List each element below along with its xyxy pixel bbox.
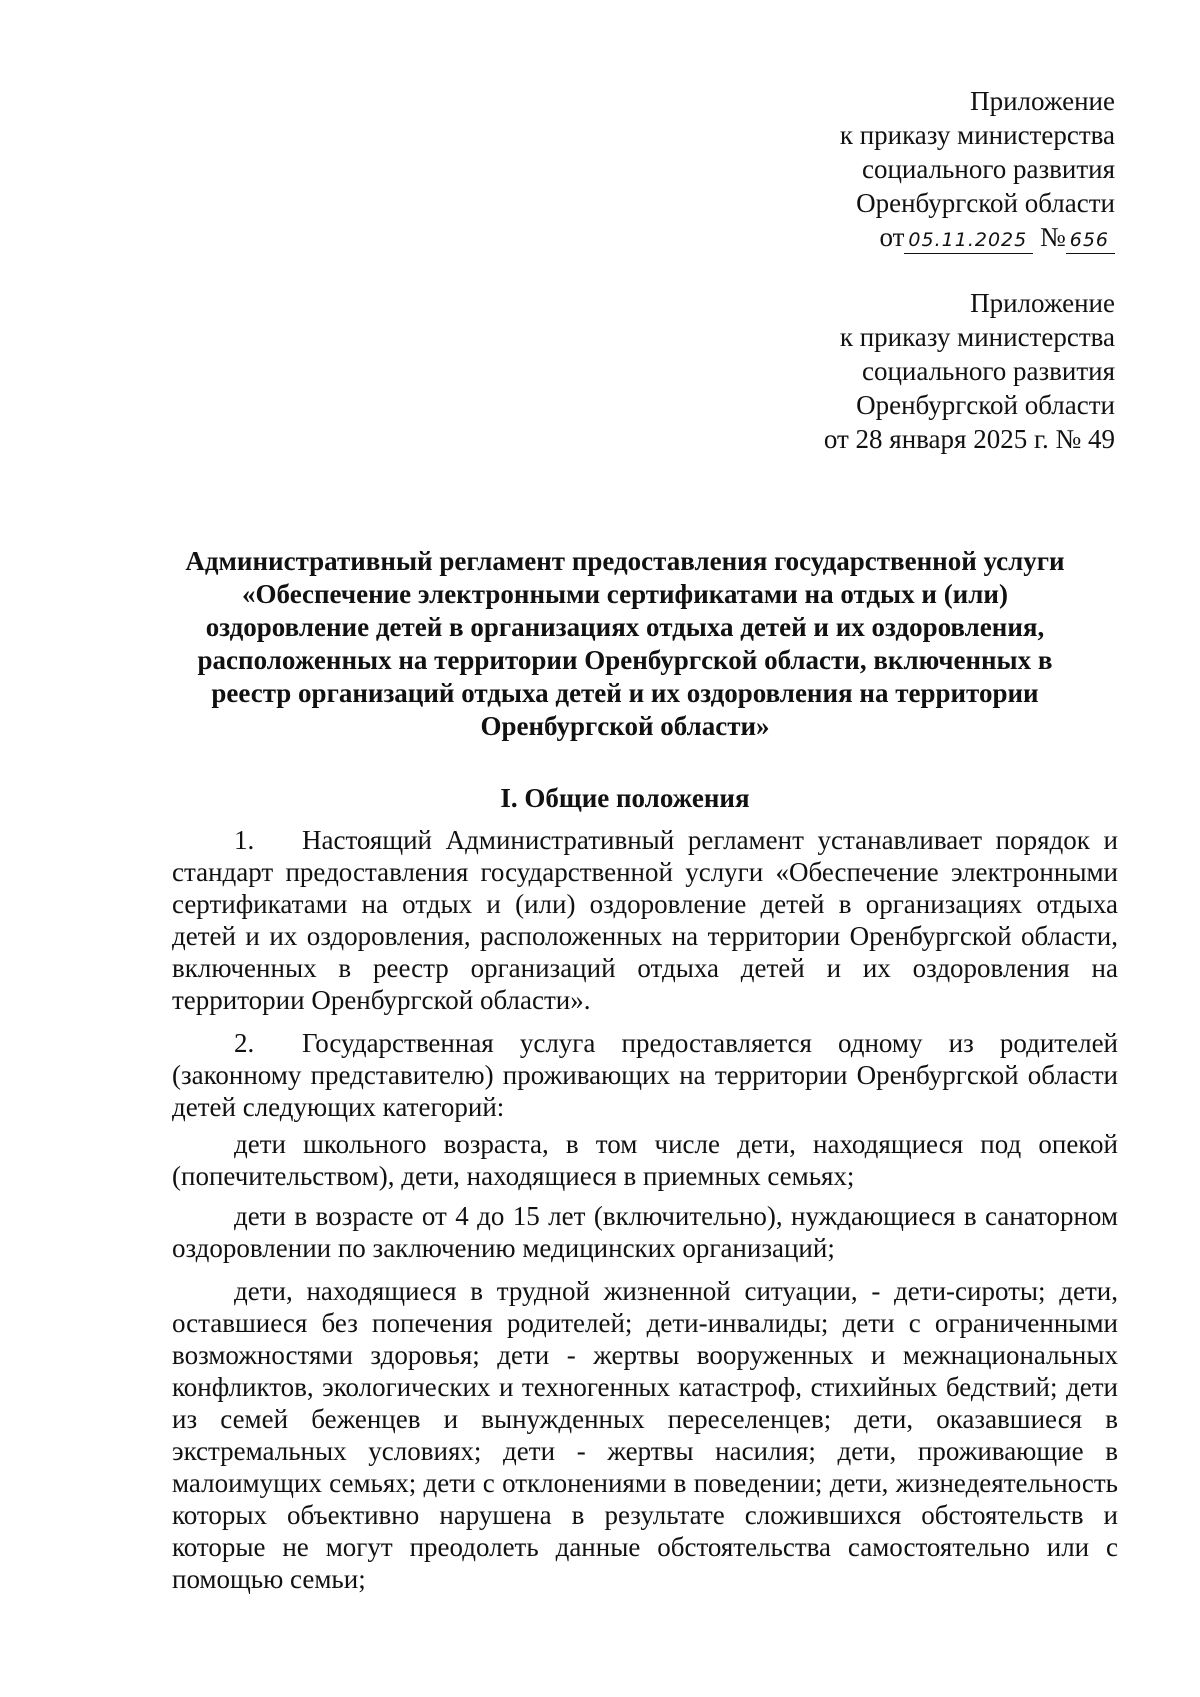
category-text: дети, находящиеся в трудной жизненной ситуации, - дети-сироты; дети, оставшиеся без попечения родителей; дети-инвалиды; дети с ограниченными возможностями здоровья; дети - жертвы вооруженных и межнациональных конфликтов, экологических и техногенных катастроф, стихийных бедствий; дети из семей беженцев и вынужденных переселенцев; дети, оказавшиеся в экстремальных условиях; дети - жертвы насилия; дети, проживающие в малоимущих семьях; дети с отклонениями в поведении; дети, жизнедеятельность которых объективно нарушена в результате сложившихся обстоятельств и которые не могут преодолеть данные обстоятельства самостоятельно или с помощью семьи; — [172, 1276, 1118, 1594]
appendix-region-line: Оренбургской области — [856, 390, 1115, 420]
category-text: дети школьного возраста, в том числе дети, находящиеся под опекой (попечительством), дети, находящиеся в приемных семьях; — [172, 1129, 1118, 1191]
paragraph-text: Настоящий Административный регламент устанавливает порядок и стандарт предоставления государственной услуги «Обеспечение электронными сертификатами на отдых и (или) оздоровление детей в организациях отдыха детей и их оздоровления, расположенных на территории Оренбургской области, включенных в реестр организаций отдыха детей и их оздоровления на территории Оренбургской области». — [172, 825, 1118, 1015]
appendix-block-current — [840, 84, 1115, 254]
appendix-date-line — [840, 220, 1115, 254]
title-line: Оренбургской области» — [480, 711, 770, 741]
appendix-label: Приложение — [970, 86, 1115, 116]
title-line: «Обеспечение электронными сертификатами на отдых и (или) — [242, 579, 1008, 609]
category-item-1 — [172, 1128, 1118, 1192]
paragraph-1 — [172, 824, 1118, 1016]
paragraph-number: 2. — [234, 1028, 255, 1058]
paragraph-2 — [172, 1027, 1118, 1123]
title-line: расположенных на территории Оренбургской области, включенных в — [197, 645, 1053, 675]
category-item-3 — [172, 1275, 1118, 1595]
appendix-order-line: к приказу министерства — [839, 322, 1115, 352]
date-prefix: от — [879, 222, 905, 252]
section-heading: I. Общие положения — [500, 783, 750, 813]
appendix-date-line: от 28 января 2025 г. № 49 — [823, 424, 1115, 454]
paragraph-text: Государственная услуга предоставляется одному из родителей (законному представителю) проживающих на территории Оренбургской области детей следующих категорий: — [172, 1028, 1118, 1122]
appendix-ministry-line: социального развития — [861, 356, 1115, 386]
appendix-block-previous — [824, 286, 1115, 456]
appendix-ministry-line: социального развития — [861, 154, 1115, 184]
category-text: дети в возрасте от 4 до 15 лет (включительно), нуждающиеся в санаторном оздоровлении по заключению медицинских организаций; — [172, 1201, 1118, 1263]
appendix-order-line: к приказу министерства — [839, 120, 1115, 150]
handwritten-date: 05.11.2025 — [904, 227, 1033, 254]
title-line: оздоровление детей в организациях отдыха детей и их оздоровления, — [205, 612, 1045, 642]
title-line: Административный регламент предоставления государственной услуги — [185, 546, 1065, 576]
paragraph-number: 1. — [234, 825, 255, 855]
handwritten-number: 656 — [1066, 227, 1115, 254]
document-title — [150, 545, 1100, 743]
appendix-region-line: Оренбургской области — [856, 188, 1115, 218]
appendix-label: Приложение — [970, 288, 1115, 318]
category-item-2 — [172, 1200, 1118, 1264]
number-sign: № — [1039, 222, 1066, 252]
title-line: реестр организаций отдыха детей и их оздоровления на территории — [211, 678, 1039, 708]
